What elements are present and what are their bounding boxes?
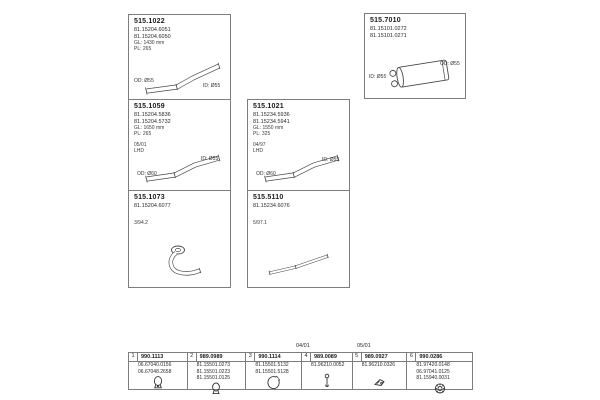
- oe-number: 81.15234.6076: [253, 203, 290, 209]
- part-panel-515-1021[interactable]: [247, 99, 350, 191]
- item-oe: 81.96210.0326: [361, 362, 396, 368]
- date-label-1: 04/01: [296, 343, 310, 349]
- part-code: 515.1073: [134, 194, 165, 201]
- steering-note: LHD: [134, 148, 145, 154]
- oe-number: 81.15204.6050: [134, 33, 171, 40]
- thin-pipe-drawing: [262, 249, 338, 279]
- item-index: 1: [129, 353, 138, 361]
- item-index: 5: [353, 353, 362, 361]
- part-panel-515-1073[interactable]: [128, 190, 231, 288]
- part-panel-515-7010[interactable]: [364, 13, 466, 99]
- item-oe: 81.96210.0052: [310, 362, 345, 368]
- item-oe: 06.67048.2658: [138, 368, 172, 375]
- spec-line: GL: 1550 mm: [253, 125, 284, 131]
- muffler-drawing: [381, 51, 461, 95]
- exhaust-pipe-drawing: [135, 57, 229, 97]
- item-code: 989.0989: [199, 354, 223, 360]
- steering-note: LHD: [253, 148, 264, 154]
- oe-number: 81.15101.0272: [370, 26, 407, 32]
- item-index: 3: [246, 353, 255, 361]
- validity-note: 5/97.1: [253, 219, 267, 226]
- validity-note: 05/01: [134, 142, 147, 148]
- oe-number: 81.15101.0271: [370, 32, 407, 39]
- item-oe: 81.15501.0273: [196, 362, 231, 368]
- item-oe: 81.15940.0031: [416, 375, 450, 382]
- fitting-kit-table: [128, 352, 473, 390]
- pipe-clamp-icon: [151, 375, 165, 390]
- diameter-label-right: ID: Ø55: [322, 157, 340, 163]
- oe-number: 81.15204.5732: [134, 118, 171, 125]
- diameter-label-left: OD: Ø55: [134, 78, 154, 84]
- item-code: 990.1113: [141, 354, 164, 360]
- item-index: 2: [188, 353, 197, 361]
- part-panel-515-5110[interactable]: [247, 190, 350, 288]
- item-code: 989.0927: [364, 354, 388, 360]
- item-oe: 81.15501.0223: [196, 368, 231, 375]
- validity-note: 04/97: [253, 142, 266, 148]
- diameter-label-left: OD: Ø60: [256, 171, 276, 177]
- diameter-label-left: OD: Ø60: [137, 171, 157, 177]
- item-code: 990.0286: [419, 354, 443, 360]
- diameter-label-left: ID: Ø55: [369, 74, 387, 80]
- spec-line: GL: 1430 mm: [134, 40, 165, 46]
- fitting-item-3[interactable]: [246, 353, 302, 389]
- pipe-clamp-icon: [209, 382, 223, 395]
- rubber-hanger-icon: [320, 373, 334, 388]
- fitting-item-5[interactable]: [353, 353, 408, 389]
- item-index: 4: [302, 353, 311, 361]
- ring-clamp-icon: [266, 375, 282, 390]
- spec-line: GL: 1650 mm: [134, 125, 165, 131]
- date-label-2: 05/01: [357, 343, 371, 349]
- item-oe: 81.15501.0125: [196, 375, 231, 382]
- flange-gasket-icon: [433, 382, 447, 395]
- mounting-bracket-icon: [372, 375, 387, 388]
- diameter-label-right: ID: Ø55: [201, 156, 219, 162]
- part-code: 515.1021: [253, 103, 284, 110]
- part-code: 515.7010: [370, 17, 401, 24]
- item-oe: 81.97420.0148: [416, 362, 450, 368]
- item-code: 990.1114: [258, 354, 281, 360]
- oe-number: 81.15204.6077: [134, 203, 171, 209]
- item-code: 989.0089: [313, 354, 337, 360]
- part-panel-515-1059[interactable]: [128, 99, 231, 191]
- part-panel-515-1022[interactable]: [128, 14, 231, 100]
- oe-number: 81.15204.5836: [134, 112, 171, 118]
- part-code: 515.1022: [134, 18, 165, 25]
- fitting-item-2[interactable]: [188, 353, 247, 389]
- item-oe: 81.15501.5132: [255, 362, 289, 368]
- oe-number: 81.15234.5936: [253, 112, 290, 118]
- spec-line: PL: 325: [253, 131, 271, 137]
- part-code: 515.5110: [253, 194, 284, 201]
- fitting-item-4[interactable]: [302, 353, 353, 389]
- spec-line: PL: 265: [134, 131, 152, 137]
- part-code: 515.1059: [134, 103, 165, 110]
- spec-line: PL: 265: [134, 46, 152, 52]
- diameter-label-right: OD: Ø55: [440, 61, 460, 67]
- fitting-item-1[interactable]: [129, 353, 188, 389]
- diameter-label-right: ID: Ø55: [203, 83, 221, 89]
- item-oe: 06.97041.0125: [416, 368, 450, 375]
- oe-number: 81.15204.6051: [134, 27, 171, 33]
- item-index: 6: [407, 353, 416, 361]
- validity-note: 3/94.2: [134, 219, 148, 226]
- item-oe: 81.15501.5128: [255, 368, 289, 375]
- fitting-item-6[interactable]: [407, 353, 472, 389]
- downpipe-drawing: [157, 243, 209, 285]
- oe-number: 81.15234.5941: [253, 118, 290, 125]
- item-oe: 06.67040.0156: [138, 362, 172, 368]
